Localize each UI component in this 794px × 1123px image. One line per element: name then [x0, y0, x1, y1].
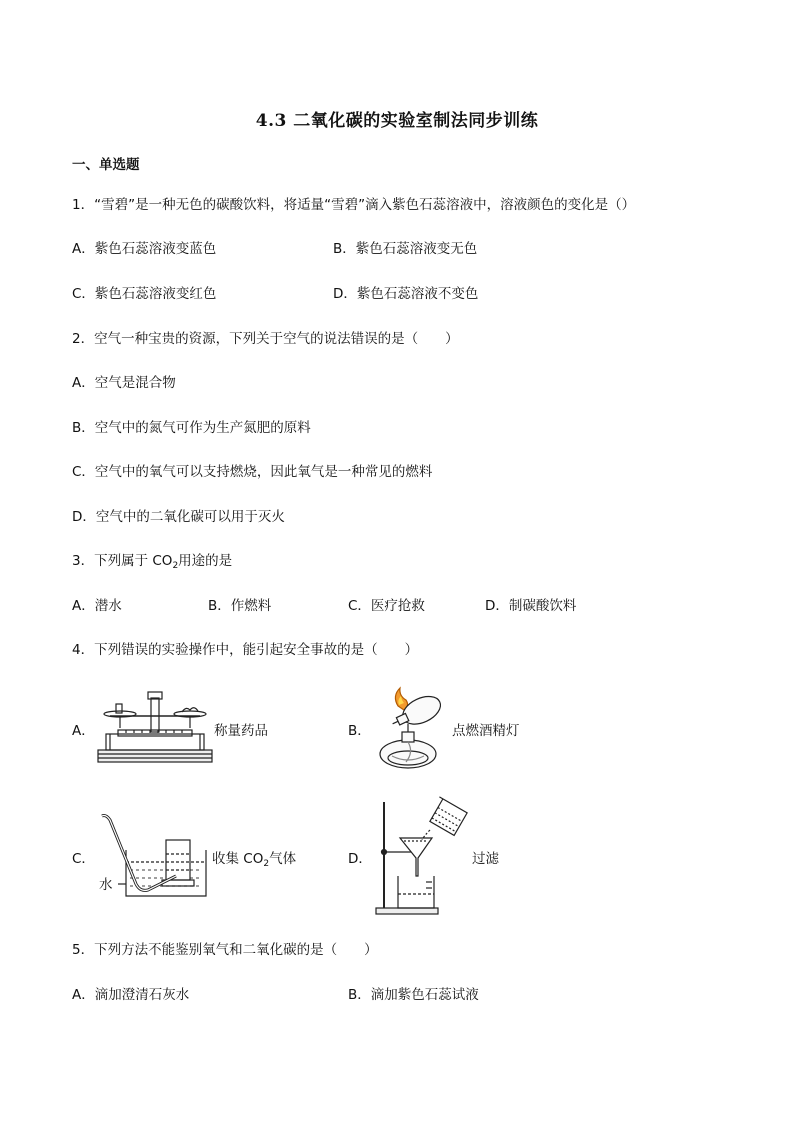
question-3-option-d: D．制碳酸饮料	[485, 598, 577, 614]
question-2-option-c: C．空气中的氧气可以支持燃烧，因此氧气是一种常见的燃料	[72, 464, 433, 480]
gas-collection-figure	[96, 810, 210, 902]
water-label: 水	[99, 877, 113, 893]
question-4-option-c-caption-post: 气体	[269, 851, 297, 867]
question-4-option-c-caption-subscript: 2	[263, 859, 270, 869]
question-1-option-a: A．紫色石蕊溶液变蓝色	[72, 241, 217, 257]
question-2-option-a: A．空气是混合物	[72, 375, 176, 391]
alcohol-lamp-figure	[368, 686, 452, 772]
question-4-option-b-caption: 点燃酒精灯	[452, 723, 520, 739]
question-3-stem-subscript: 2	[172, 561, 179, 571]
question-4-option-c-caption-pre: 收集 CO	[212, 851, 264, 867]
question-3-stem-pre: 3．下列属于 CO	[72, 553, 173, 569]
question-3-stem-post: 用途的是	[178, 553, 233, 569]
page-title: 4.3 二氧化碳的实验室制法同步训练	[255, 111, 539, 131]
question-4-option-a-letter: A．	[72, 723, 95, 739]
question-4-option-c-letter: C．	[72, 851, 95, 867]
question-4-stem: 4．下列错误的实验操作中，能引起安全事故的是（ ）	[72, 642, 419, 658]
question-4-option-b-letter: B．	[348, 723, 371, 739]
question-2-stem: 2．空气一种宝贵的资源，下列关于空气的说法错误的是（ ）	[72, 331, 459, 347]
question-1-option-b: B．紫色石蕊溶液变无色	[333, 241, 478, 257]
question-4-option-c-caption	[212, 850, 296, 873]
question-5-option-b: B．滴加紫色石蕊试液	[348, 987, 479, 1003]
question-5-stem: 5．下列方法不能鉴别氧气和二氧化碳的是（ ）	[72, 942, 378, 958]
question-5-option-a: A．滴加澄清石灰水	[72, 987, 190, 1003]
question-4-option-d-caption: 过滤	[472, 851, 499, 867]
filtration-figure	[370, 796, 470, 918]
question-3-option-c: C．医疗抢救	[348, 598, 425, 614]
question-1-option-d: D．紫色石蕊溶液不变色	[333, 286, 479, 302]
question-1-stem: 1．“雪碧”是一种无色的碳酸饮料，将适量“雪碧”滴入紫色石蕊溶液中，溶液颜色的变化是（）	[72, 197, 636, 213]
question-2-option-b: B．空气中的氮气可作为生产氮肥的原料	[72, 420, 311, 436]
section-heading: 一、单选题	[72, 157, 140, 173]
question-3-option-a: A．潜水	[72, 598, 122, 614]
question-1-option-c: C．紫色石蕊溶液变红色	[72, 286, 217, 302]
question-3-option-b: B．作燃料	[208, 598, 272, 614]
question-3-stem	[72, 552, 232, 575]
question-4-option-d-letter: D．	[348, 851, 372, 867]
balance-scale-figure	[96, 688, 214, 770]
question-2-option-d: D．空气中的二氧化碳可以用于灭火	[72, 509, 285, 525]
question-4-option-a-caption: 称量药品	[214, 723, 268, 739]
